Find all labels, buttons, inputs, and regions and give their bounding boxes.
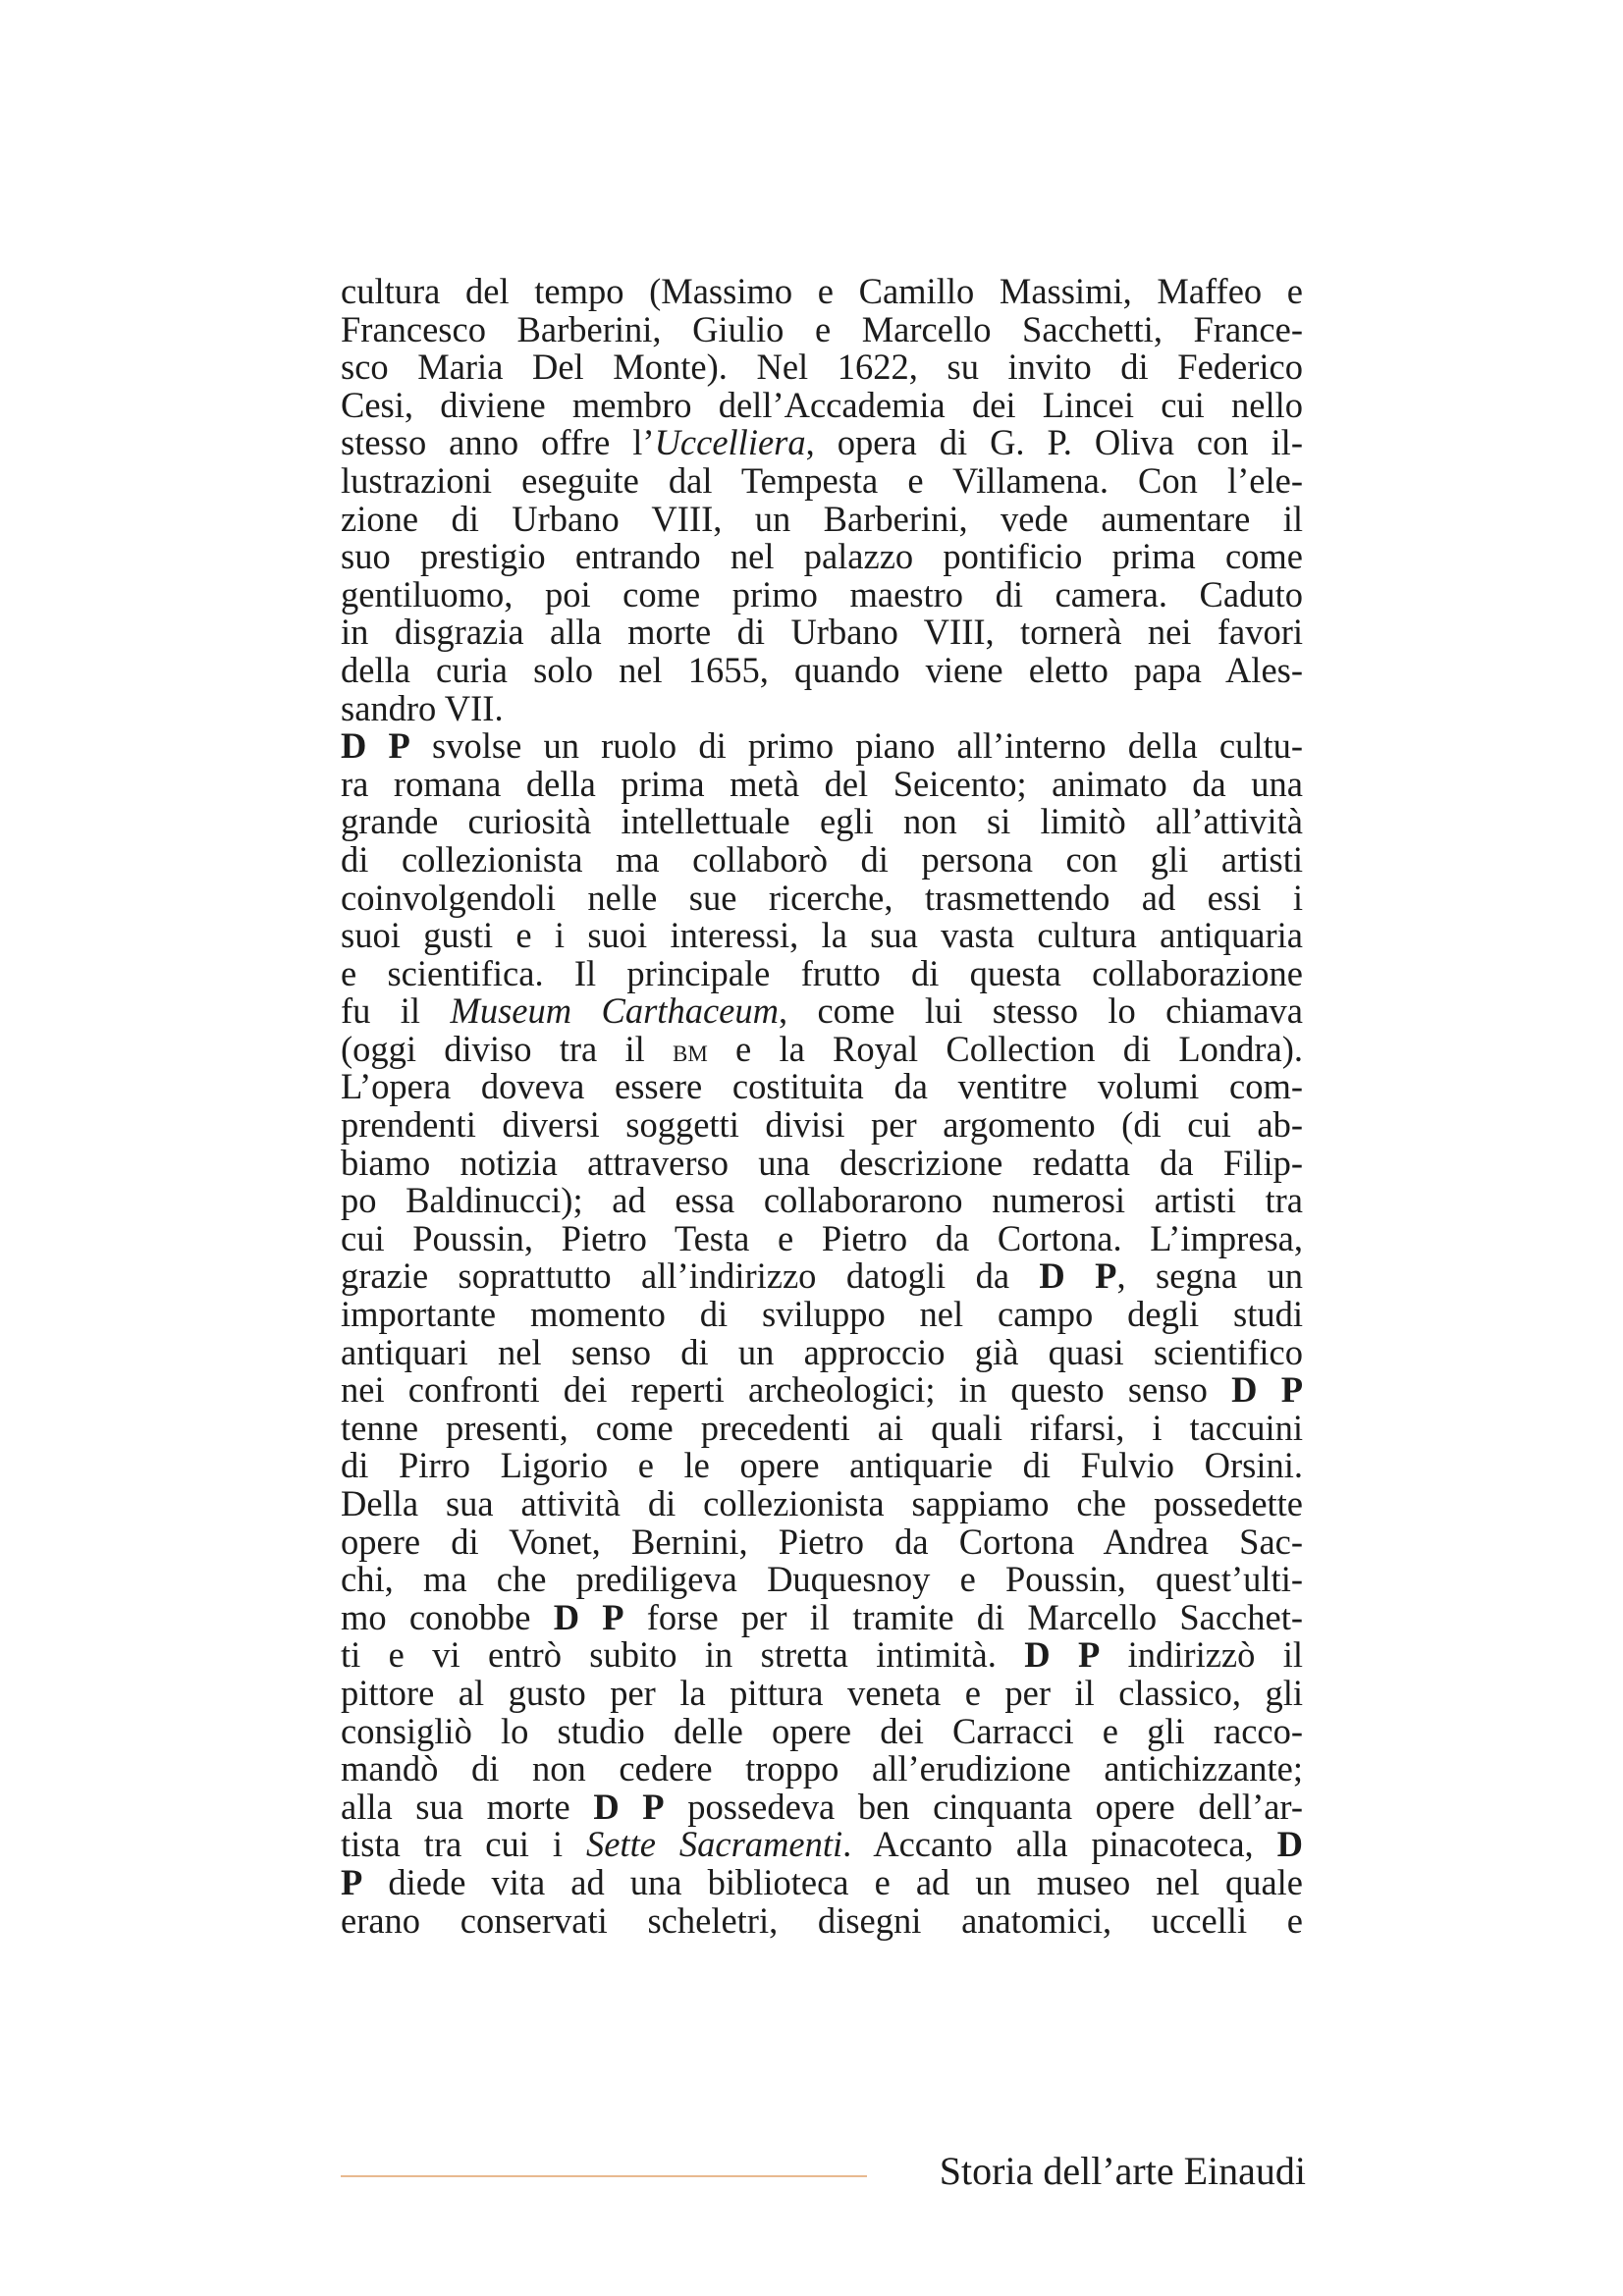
text-line xyxy=(341,1861,1303,1902)
text-segment: biamo notizia attraverso una descrizione redatta da Filip- xyxy=(341,1142,1303,1183)
text-line xyxy=(341,1523,1303,1562)
text-line xyxy=(341,308,1303,349)
text-segment: po Baldinucci); ad essa collaborarono numerosi artisti tra xyxy=(341,1180,1303,1221)
author-initials: D P xyxy=(1024,1634,1101,1676)
text-line xyxy=(341,424,1303,462)
text-line xyxy=(341,952,1303,993)
text-line xyxy=(341,1028,1304,1069)
text-segment: possedeva ben cinquanta opere dell’ar- xyxy=(664,1786,1303,1827)
text-segment: bm xyxy=(672,1033,708,1069)
text-segment: , opera di G. P. Oliva con il- xyxy=(805,422,1303,463)
author-initials: D P xyxy=(341,725,410,767)
text-line xyxy=(341,1899,1303,1941)
text-segment: di collezionista ma collaborò di persona con gli artisti xyxy=(341,838,1303,880)
text-line xyxy=(341,763,1303,804)
text-line xyxy=(341,1068,1303,1106)
text-segment: erano conservati scheletri, disegni anatomici, uccelli e xyxy=(341,1899,1303,1941)
text-line xyxy=(341,917,1303,955)
text-segment: in disgrazia alla morte di Urbano VIII, tornerà nei favori xyxy=(341,612,1303,653)
text-segment: grazie soprattutto all’indirizzo datogli da xyxy=(341,1255,1040,1297)
author-initials: D P xyxy=(553,1596,624,1637)
text-segment: (oggi diviso tra il xyxy=(341,1028,673,1069)
text-line xyxy=(341,1182,1303,1220)
text-line xyxy=(341,1257,1303,1296)
text-line xyxy=(341,348,1303,387)
text-line xyxy=(341,1447,1303,1485)
text-line xyxy=(341,614,1303,652)
text-segment: cui Poussin, Pietro Testa e Pietro da Cortona. L’impresa, xyxy=(341,1217,1303,1258)
text-line xyxy=(341,1331,1303,1372)
text-segment: , segna un xyxy=(1116,1255,1303,1297)
text-segment: mo conobbe xyxy=(341,1596,554,1637)
text-segment: alla sua morte xyxy=(341,1786,594,1827)
text-segment: indirizzò il xyxy=(1100,1634,1303,1676)
text-line xyxy=(341,1596,1303,1637)
text-segment: svolse un ruolo di primo piano all’interno della cultu- xyxy=(409,725,1304,767)
text-line xyxy=(341,803,1303,841)
text-line xyxy=(341,538,1303,576)
text-segment: fu il xyxy=(341,990,451,1032)
text-segment: antiquari nel senso di un approccio già quasi scientifico xyxy=(341,1331,1303,1372)
text-segment: gentiluomo, poi come primo maestro di camera. Caduto xyxy=(341,573,1303,614)
text-segment: mandò di non cedere troppo all’erudizione antichizzante; xyxy=(341,1748,1303,1789)
text-segment: importante momento di sviluppo nel campo degli studi xyxy=(341,1294,1303,1335)
text-line xyxy=(341,459,1303,501)
footer-title: Storia dell’arte Einaudi xyxy=(939,2149,1306,2193)
text-segment: suoi gusti e i suoi interessi, la sua vasta cultura antiquaria xyxy=(341,915,1303,956)
text-segment: zione di Urbano VIII, un Barberini, vede aumentare il xyxy=(341,498,1303,539)
text-line xyxy=(341,838,1303,880)
text-line xyxy=(341,992,1303,1031)
text-segment: pittore al gusto per la pittura veneta e per il classico, gli xyxy=(341,1672,1303,1713)
text-line xyxy=(341,1826,1303,1864)
text-line xyxy=(341,649,1303,690)
text-line xyxy=(341,1710,1303,1751)
text-segment: stesso anno offre l’ xyxy=(341,422,655,463)
text-segment: forse per il tramite di Marcello Sacchet- xyxy=(623,1596,1303,1637)
text-line xyxy=(341,498,1303,539)
author-initials: D P xyxy=(1039,1255,1117,1297)
author-initials: P xyxy=(341,1861,363,1902)
text-line xyxy=(341,1485,1303,1523)
text-segment: prendenti diversi soggetti divisi per argomento (di cui ab- xyxy=(341,1104,1303,1146)
text-segment: Della sua attività di collezionista sappiamo che possedette xyxy=(341,1483,1303,1523)
text-line xyxy=(341,1636,1303,1675)
text-segment: e scientifica. Il principale frutto di questa collaborazione xyxy=(341,952,1303,993)
text-segment: L’opera doveva essere costituita da ventitre volumi com- xyxy=(341,1066,1303,1107)
text-segment: e la Royal Collection di Londra). xyxy=(707,1028,1304,1069)
text-line xyxy=(341,1786,1303,1827)
text-line xyxy=(341,1106,1303,1145)
text-line xyxy=(341,877,1303,918)
text-line xyxy=(341,1561,1303,1599)
body-text xyxy=(341,273,1303,1940)
text-line xyxy=(341,1407,1303,1448)
text-segment: sandro VII. xyxy=(341,687,504,728)
footer-divider xyxy=(341,2175,867,2177)
text-segment: lustrazioni eseguite dal Tempesta e Villamena. Con l’ele- xyxy=(341,459,1303,501)
text-segment: consigliò lo studio delle opere dei Carracci e gli racco- xyxy=(341,1710,1303,1751)
text-line xyxy=(341,1371,1303,1410)
text-segment: grande curiosità intellettuale egli non si limitò all’attività xyxy=(341,801,1303,842)
text-segment: , come lui stesso lo chiamava xyxy=(778,990,1303,1032)
text-segment: opere di Vonet, Bernini, Pietro da Cortona Andrea Sac- xyxy=(341,1521,1303,1562)
text-line xyxy=(341,1217,1303,1258)
author-initials: D xyxy=(1276,1824,1303,1865)
italic-title: Museum Carthaceum xyxy=(450,990,779,1032)
text-line xyxy=(341,1750,1303,1789)
author-initials: D P xyxy=(1231,1369,1303,1411)
text-segment: Francesco Barberini, Giulio e Marcello Sacchetti, France- xyxy=(341,308,1303,349)
text-line xyxy=(341,727,1303,766)
text-segment: di Pirro Ligorio e le opere antiquarie di Fulvio Orsini. xyxy=(341,1445,1303,1486)
text-segment: cultura del tempo (Massimo e Camillo Massimi, Maffeo e xyxy=(341,271,1303,311)
text-line xyxy=(341,1142,1303,1183)
text-segment: . Accanto alla pinacoteca, xyxy=(842,1824,1277,1865)
text-segment: ti e vi entrò subito in stretta intimità. xyxy=(341,1634,1025,1676)
text-line xyxy=(341,273,1303,311)
text-segment: coinvolgendoli nelle sue ricerche, trasmettendo ad essi i xyxy=(341,877,1303,918)
text-line xyxy=(341,687,1303,728)
text-line xyxy=(341,1672,1303,1713)
text-segment: ra romana della prima metà del Seicento; animato da una xyxy=(341,763,1303,804)
text-line xyxy=(341,573,1303,614)
text-segment: della curia solo nel 1655, quando viene eletto papa Ales- xyxy=(341,649,1303,690)
author-initials: D P xyxy=(593,1786,665,1827)
text-line xyxy=(341,384,1303,425)
text-segment: suo prestigio entrando nel palazzo pontificio prima come xyxy=(341,536,1303,577)
text-line xyxy=(341,1296,1303,1334)
text-segment: chi, ma che prediligeva Duquesnoy e Poussin, quest’ulti- xyxy=(341,1559,1303,1600)
text-segment: diede vita ad una biblioteca e ad un museo nel quale xyxy=(362,1861,1303,1902)
text-segment: tista tra cui i xyxy=(341,1824,586,1865)
italic-title: Uccelliera xyxy=(654,422,806,463)
text-segment: sco Maria Del Monte). Nel 1622, su invito di Federico xyxy=(341,347,1303,388)
text-segment: nei confronti dei reperti archeologici; in questo senso xyxy=(341,1369,1232,1411)
italic-title: Sette Sacramenti xyxy=(585,1824,843,1865)
text-segment: Cesi, diviene membro dell’Accademia dei Lincei cui nello xyxy=(341,384,1303,425)
text-segment: tenne presenti, come precedenti ai quali rifarsi, i taccuini xyxy=(341,1407,1303,1448)
